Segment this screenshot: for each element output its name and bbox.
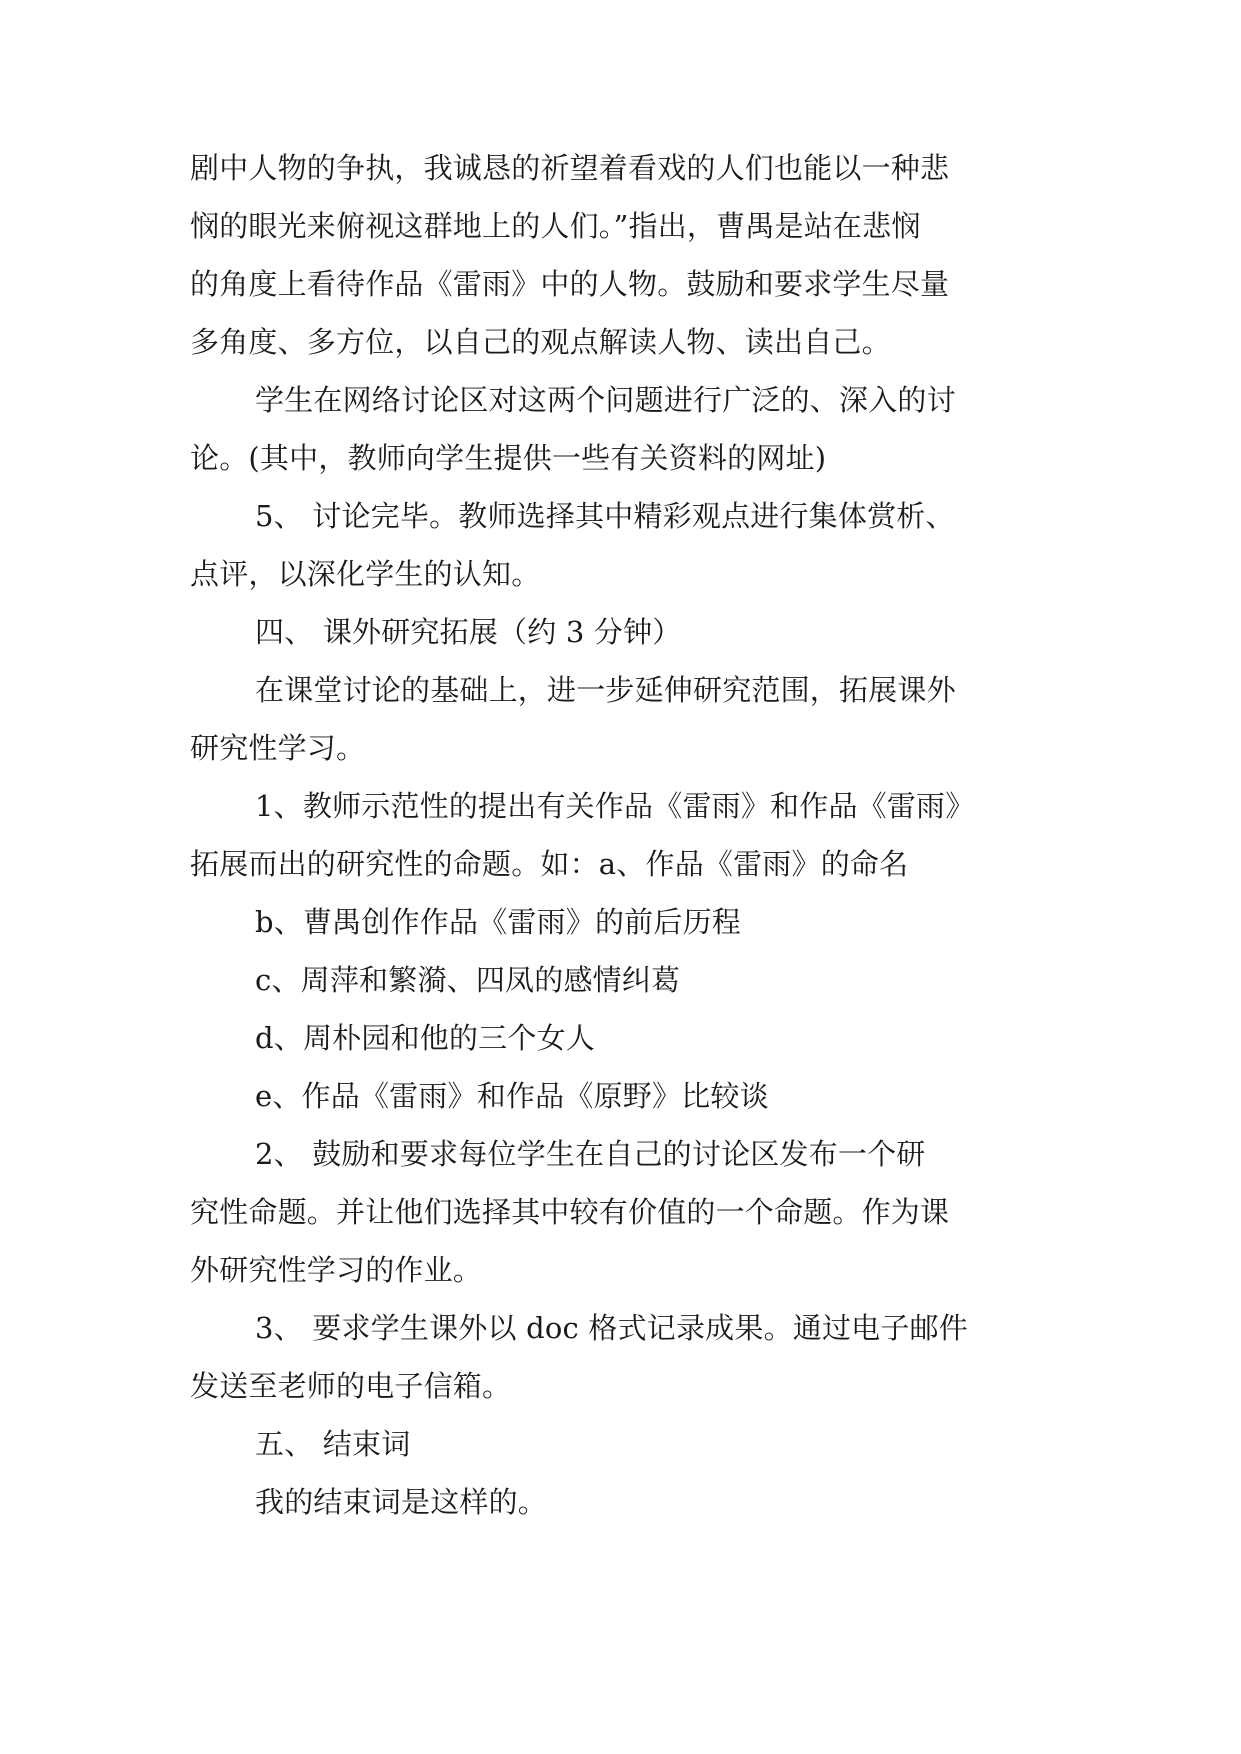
- list-item: b、曹禺创作作品《雷雨》的前后历程: [255, 905, 741, 939]
- text-line: 论。(其中，教师向学生提供一些有关资料的网址): [190, 441, 827, 475]
- text-line: 外研究性学习的作业。: [190, 1253, 483, 1287]
- section-heading: 四、 课外研究拓展（约 3 分钟）: [255, 615, 682, 649]
- text-line: 1、教师示范性的提出有关作品《雷雨》和作品《雷雨》: [255, 789, 975, 823]
- text-line: 学生在网络讨论区对这两个问题进行广泛的、深入的讨: [255, 383, 956, 417]
- list-item: d、周朴园和他的三个女人: [255, 1021, 595, 1055]
- section-heading: 五、 结束词: [255, 1427, 411, 1461]
- text-line: 拓展而出的研究性的命题。如：a、作品《雷雨》的命名: [190, 847, 909, 881]
- text-line: 剧中人物的争执，我诚恳的祈望着看戏的人们也能以一种悲: [190, 151, 950, 185]
- text-line: 研究性学习。: [190, 731, 366, 765]
- text-line: 2、 鼓励和要求每位学生在自己的讨论区发布一个研: [255, 1137, 926, 1171]
- list-item: e、作品《雷雨》和作品《原野》比较谈: [255, 1079, 769, 1113]
- text-line: 3、 要求学生课外以 doc 格式记录成果。通过电子邮件: [255, 1311, 968, 1345]
- text-line: 5、 讨论完毕。教师选择其中精彩观点进行集体赏析、: [255, 499, 955, 533]
- text-line: 发送至老师的电子信箱。: [190, 1369, 512, 1403]
- text-line: 多角度、多方位，以自己的观点解读人物、读出自己。: [190, 325, 891, 359]
- text-line: 究性命题。并让他们选择其中较有价值的一个命题。作为课: [190, 1195, 950, 1229]
- text-line: 点评，以深化学生的认知。: [190, 557, 541, 591]
- text-line: 我的结束词是这样的。: [255, 1485, 548, 1519]
- text-line: 悯的眼光来俯视这群地上的人们。”指出，曹禺是站在悲悯: [190, 209, 921, 243]
- list-item: c、周萍和繁漪、四凤的感情纠葛: [255, 963, 681, 997]
- text-line: 的角度上看待作品《雷雨》中的人物。鼓励和要求学生尽量: [190, 267, 950, 301]
- text-line: 在课堂讨论的基础上，进一步延伸研究范围，拓展课外: [255, 673, 956, 707]
